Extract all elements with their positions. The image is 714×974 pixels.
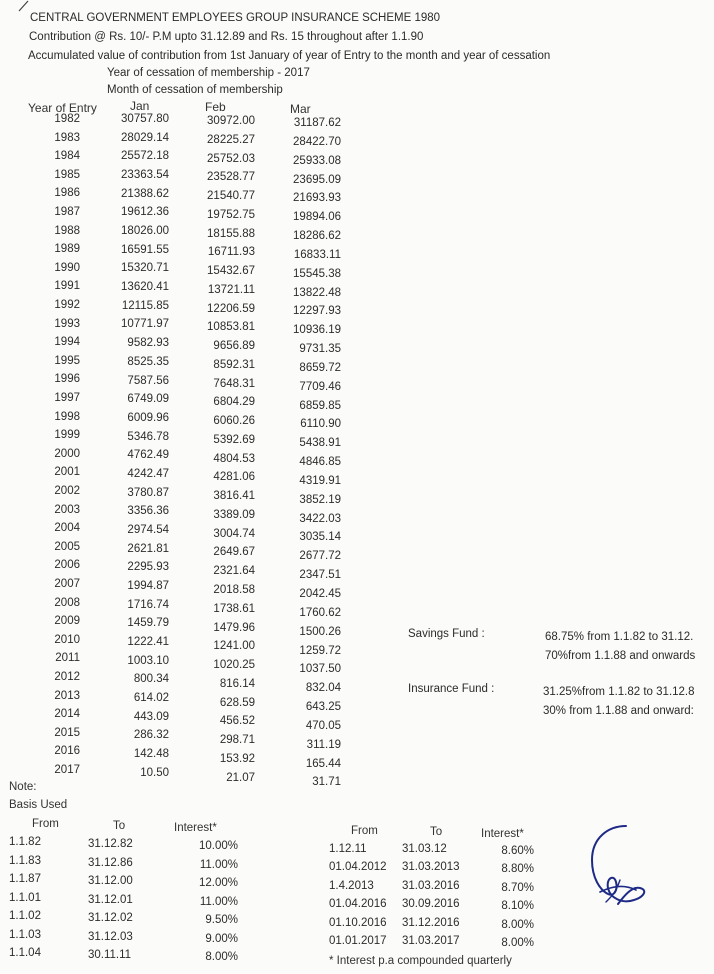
year-of-entry: 2003 [54, 503, 80, 516]
jan-value: 2621.81 [127, 542, 169, 555]
col-header-mar: Mar [290, 102, 311, 116]
year-of-entry: 2006 [54, 559, 80, 572]
feb-value: 23528.77 [207, 171, 255, 184]
basis-from: 1.12.11 [329, 843, 367, 855]
feb-value: 21.07 [226, 771, 255, 784]
table-row [0, 187, 360, 206]
basis-interest: 12.00% [198, 877, 238, 889]
jan-value: 1994.87 [127, 580, 169, 592]
year-of-entry: 2012 [54, 671, 80, 683]
feb-value: 2321.64 [213, 565, 255, 578]
basis-interest: 8.00% [501, 937, 534, 949]
mar-value: 1259.72 [299, 644, 341, 657]
feb-value: 1479.96 [213, 621, 255, 634]
year-of-entry: 2008 [54, 596, 80, 609]
basis-interest: 11.00% [199, 858, 238, 871]
jan-value: 1003.10 [127, 654, 169, 667]
feb-value: 7648.31 [213, 377, 255, 390]
year-of-entry: 2011 [55, 652, 80, 665]
year-of-entry: 1992 [54, 299, 80, 311]
mar-value: 165.44 [305, 757, 341, 770]
interest-footnote: * Interest p.a compounded quarterly [329, 955, 512, 967]
table-row [0, 113, 360, 132]
feb-value: 6804.29 [213, 396, 255, 409]
table-row [0, 596, 360, 619]
basis-interest: 8.00% [205, 951, 238, 963]
year-of-entry: 1983 [54, 131, 80, 144]
basis-from: 01.04.2016 [329, 898, 387, 911]
table-row [0, 504, 360, 523]
table-row [0, 132, 360, 151]
table-row [0, 243, 360, 262]
jan-value: 10.50 [140, 766, 169, 779]
mar-value: 12297.93 [293, 305, 341, 318]
insurance-fund-line-2: 30% from 1.1.88 and onward: [543, 705, 694, 717]
feb-value: 18155.88 [207, 227, 255, 240]
basis-from: 1.1.03 [9, 928, 41, 941]
feb-value: 1241.00 [213, 640, 255, 653]
basis-interest: 8.00% [501, 918, 534, 931]
mar-value: 16833.11 [293, 248, 341, 261]
table-row [0, 540, 360, 563]
year-of-entry: 2005 [54, 540, 80, 553]
jan-value: 6009.96 [127, 411, 169, 424]
table-row [0, 652, 360, 676]
table-row [0, 522, 360, 544]
basis-right-header-to: To [430, 826, 443, 838]
basis-interest: 11.00% [199, 895, 238, 908]
year-of-entry: 2013 [54, 689, 80, 702]
jan-value: 2295.93 [127, 561, 169, 574]
table-row [0, 355, 360, 374]
mar-value: 31.71 [312, 776, 341, 789]
jan-value: 13620.41 [121, 281, 169, 294]
mar-value: 8659.72 [299, 361, 341, 374]
year-of-entry: 1987 [54, 206, 80, 218]
basis-from: 01.10.2016 [329, 916, 387, 929]
feb-value: 12206.59 [207, 302, 255, 315]
header-line-2: Contribution @ Rs. 10/- P.M upto 31.12.89 and Rs. 15 throughout after 1.1.90 [29, 31, 424, 43]
table-row [0, 726, 360, 751]
table-row [0, 615, 360, 638]
year-of-entry: 2004 [54, 522, 80, 535]
mar-value: 3852.19 [299, 493, 341, 506]
jan-value: 142.48 [133, 748, 169, 761]
basis-from: 1.1.02 [9, 910, 41, 922]
basis-to: 30.09.2016 [402, 898, 460, 911]
mar-value: 15545.38 [293, 267, 341, 280]
header-line-5: Month of cessation of membership [107, 84, 283, 96]
feb-value: 25752.03 [207, 152, 255, 165]
insurance-fund-label: Insurance Fund : [408, 683, 495, 695]
jan-value: 21388.62 [121, 187, 169, 200]
col-header-feb: Feb [205, 100, 226, 114]
jan-value: 5346.78 [127, 430, 169, 443]
mar-value: 2677.72 [299, 550, 341, 563]
basis-to: 30.11.11 [88, 949, 132, 961]
mar-value: 832.04 [305, 682, 341, 695]
basis-from: 1.1.87 [9, 873, 41, 885]
jan-value: 18026.00 [121, 225, 169, 238]
table-row [0, 336, 360, 355]
table-row [0, 559, 360, 582]
header-line-4: Year of cessation of membership - 2017 [107, 67, 310, 79]
basis-from: 01.04.2012 [329, 861, 387, 874]
jan-value: 25572.18 [121, 150, 169, 163]
feb-value: 10853.81 [207, 321, 255, 334]
jan-value: 30757.80 [121, 113, 169, 125]
feb-value: 2018.58 [213, 584, 255, 596]
basis-to: 31.12.03 [88, 930, 133, 943]
col-header-jan: Jan [130, 99, 150, 113]
mar-value: 9731.35 [299, 343, 341, 356]
feb-value: 1738.61 [213, 602, 255, 615]
basis-left-header-from: From [32, 818, 59, 830]
year-of-entry: 1989 [54, 243, 80, 256]
handwritten-signature [578, 820, 654, 916]
table-row [0, 225, 360, 244]
corner-pen-mark [18, 0, 30, 12]
feb-value: 21540.77 [207, 190, 255, 203]
mar-value: 2347.51 [299, 569, 341, 582]
year-of-entry: 2010 [54, 633, 80, 646]
year-of-entry: 2014 [54, 708, 80, 721]
table-row [0, 689, 360, 714]
feb-value: 28225.27 [207, 133, 255, 146]
jan-value: 2974.54 [127, 523, 169, 536]
year-of-entry: 1999 [54, 429, 80, 442]
jan-value: 9582.93 [127, 337, 169, 350]
feb-value: 4281.06 [213, 471, 255, 484]
basis-to: 31.12.00 [88, 875, 133, 887]
basis-used-label: Basis Used [9, 799, 68, 811]
table-row [0, 169, 360, 188]
feb-value: 6060.26 [213, 415, 255, 428]
basis-right-row [0, 917, 560, 935]
table-row [0, 206, 360, 225]
table-row [0, 280, 360, 299]
jan-value: 614.02 [133, 692, 169, 705]
header-line-3: Accumulated value of contribution from 1st January of year of Entry to the month and year of cessation [28, 50, 551, 62]
basis-interest: 10.00% [198, 840, 238, 852]
jan-value: 23363.54 [121, 169, 169, 182]
year-of-entry: 1988 [54, 224, 80, 237]
jan-value: 8525.35 [127, 355, 169, 368]
mar-value: 28422.70 [293, 135, 341, 148]
mar-value: 1760.62 [299, 606, 341, 619]
year-of-entry: 1995 [54, 354, 80, 367]
jan-value: 3356.36 [127, 505, 169, 518]
year-of-entry: 1993 [54, 317, 80, 330]
jan-value: 443.09 [133, 710, 169, 723]
year-of-entry: 2016 [54, 745, 80, 758]
basis-to: 31.03.2016 [402, 879, 460, 892]
mar-value: 23695.09 [293, 173, 341, 186]
year-of-entry: 1998 [54, 410, 80, 423]
jan-value: 286.32 [133, 729, 169, 742]
year-of-entry: 2015 [54, 726, 80, 739]
feb-value: 19752.75 [207, 208, 255, 221]
feb-value: 30972.00 [207, 115, 255, 127]
year-of-entry: 1994 [54, 336, 80, 349]
mar-value: 643.25 [305, 701, 341, 714]
mar-value: 31187.62 [293, 117, 341, 129]
basis-from: 1.1.82 [9, 836, 41, 848]
mar-value: 25933.08 [293, 154, 341, 167]
basis-to: 31.03.2013 [402, 861, 460, 874]
jan-value: 28029.14 [121, 131, 169, 144]
table-row [0, 578, 360, 600]
year-of-entry: 2007 [54, 578, 80, 590]
mar-value: 18286.62 [293, 230, 341, 243]
basis-to: 31.12.82 [88, 838, 133, 850]
jan-value: 1222.41 [127, 636, 169, 649]
feb-value: 628.59 [219, 696, 255, 709]
year-of-entry: 1982 [54, 113, 80, 125]
basis-left-header-to: To [113, 820, 126, 832]
mar-value: 6859.85 [299, 399, 341, 412]
mar-value: 5438.91 [299, 437, 341, 450]
basis-from: 01.01.2017 [329, 935, 387, 947]
basis-to: 31.03.12 [402, 843, 447, 855]
jan-value: 15320.71 [121, 262, 169, 275]
jan-value: 1459.79 [127, 617, 169, 630]
table-row [0, 299, 360, 318]
feb-value: 456.52 [219, 715, 255, 728]
feb-value: 1020.25 [213, 659, 255, 672]
basis-from: 1.1.04 [9, 947, 41, 959]
table-row [0, 318, 360, 337]
table-row [0, 633, 360, 657]
feb-value: 2649.67 [213, 546, 255, 559]
year-of-entry: 1991 [54, 280, 80, 293]
year-of-entry: 2000 [54, 447, 80, 460]
basis-to: 31.12.86 [88, 856, 133, 869]
basis-right-row [0, 880, 560, 898]
table-row [0, 671, 360, 695]
savings-fund-label: Savings Fund : [408, 628, 485, 640]
table-row [0, 373, 360, 392]
mar-value: 10936.19 [293, 324, 341, 337]
year-of-entry: 1990 [54, 261, 80, 274]
mar-value: 13822.48 [293, 286, 341, 299]
basis-interest: 8.70% [501, 881, 534, 894]
basis-interest: 8.10% [501, 900, 534, 913]
feb-value: 153.92 [219, 752, 255, 765]
table-row [0, 448, 360, 467]
savings-fund-line-1: 68.75% from 1.1.82 to 31.12. [545, 631, 694, 643]
mar-value: 21693.93 [293, 192, 341, 205]
feb-value: 816.14 [219, 677, 255, 690]
jan-value: 1716.74 [127, 598, 169, 611]
basis-right-header-from: From [351, 825, 378, 837]
year-of-entry: 2009 [54, 615, 80, 628]
mar-value: 470.05 [305, 719, 341, 732]
mar-value: 1500.26 [299, 625, 341, 638]
table-row [0, 262, 360, 281]
basis-to: 31.12.2016 [402, 916, 460, 929]
mar-value: 4319.91 [299, 474, 341, 487]
mar-value: 2042.45 [299, 588, 341, 600]
feb-value: 8592.31 [213, 358, 255, 371]
basis-to: 31.12.01 [88, 893, 133, 906]
feb-value: 4804.53 [213, 452, 255, 465]
basis-interest: 9.50% [205, 914, 238, 926]
year-of-entry: 1984 [54, 150, 80, 163]
mar-value: 19894.06 [293, 211, 341, 224]
feb-value: 3389.09 [213, 508, 255, 521]
basis-interest: 9.00% [205, 932, 238, 945]
feb-value: 298.71 [219, 734, 255, 747]
year-of-entry: 1985 [54, 168, 80, 181]
year-of-entry: 1986 [54, 187, 80, 200]
table-row [0, 392, 360, 411]
basis-from: 1.1.83 [9, 854, 41, 867]
table-row [0, 466, 360, 485]
basis-from: 1.4.2013 [329, 879, 374, 892]
header-line-1: CENTRAL GOVERNMENT EMPLOYEES GROUP INSURANCE SCHEME 1980 [30, 12, 441, 24]
basis-right-row [0, 843, 560, 861]
note-title: Note: [9, 781, 37, 793]
jan-value: 800.34 [133, 673, 169, 686]
basis-interest: 8.80% [501, 863, 534, 876]
basis-interest: 8.60% [501, 845, 534, 857]
feb-value: 3004.74 [213, 527, 255, 540]
year-of-entry: 2002 [54, 485, 80, 497]
mar-value: 3422.03 [299, 512, 341, 525]
basis-to: 31.12.02 [88, 912, 133, 924]
jan-value: 10771.97 [121, 318, 169, 331]
table-row [0, 150, 360, 169]
feb-value: 5392.69 [213, 433, 255, 446]
jan-value: 4762.49 [127, 449, 169, 462]
mar-value: 4846.85 [299, 456, 341, 469]
feb-value: 16711.93 [207, 246, 255, 259]
col-header-year: Year of Entry [28, 101, 97, 115]
jan-value: 19612.36 [121, 206, 169, 219]
table-row [0, 411, 360, 430]
basis-from: 1.1.01 [9, 891, 41, 904]
insurance-fund-line-1: 31.25%from 1.1.82 to 31.12.8 [543, 686, 695, 698]
table-row [0, 485, 360, 504]
savings-fund-line-2: 70%from 1.1.88 and onwards [545, 650, 696, 662]
table-row [0, 708, 360, 732]
mar-value: 6110.90 [300, 418, 341, 431]
year-of-entry: 1996 [54, 373, 80, 386]
feb-value: 13721.11 [207, 283, 255, 296]
year-of-entry: 1997 [54, 392, 80, 404]
basis-right-header-interest: Interest* [481, 828, 524, 840]
basis-to: 31.03.2017 [402, 935, 460, 947]
jan-value: 12115.85 [121, 299, 169, 312]
jan-value: 7587.56 [127, 374, 169, 387]
feb-value: 15432.67 [207, 265, 255, 278]
feb-value: 9656.89 [213, 340, 255, 353]
year-of-entry: 2001 [54, 466, 80, 479]
table-row [0, 429, 360, 448]
feb-value: 3816.41 [213, 490, 255, 503]
jan-value: 3780.87 [127, 486, 169, 499]
mar-value: 1037.50 [299, 663, 341, 676]
jan-value: 16591.55 [121, 243, 169, 256]
mar-value: 7709.46 [299, 380, 341, 393]
jan-value: 4242.47 [127, 467, 169, 480]
year-of-entry: 2017 [54, 764, 80, 776]
mar-value: 3035.14 [299, 531, 341, 544]
jan-value: 6749.09 [127, 393, 169, 406]
basis-left-header-interest: Interest* [174, 822, 217, 834]
mar-value: 311.19 [306, 738, 341, 751]
